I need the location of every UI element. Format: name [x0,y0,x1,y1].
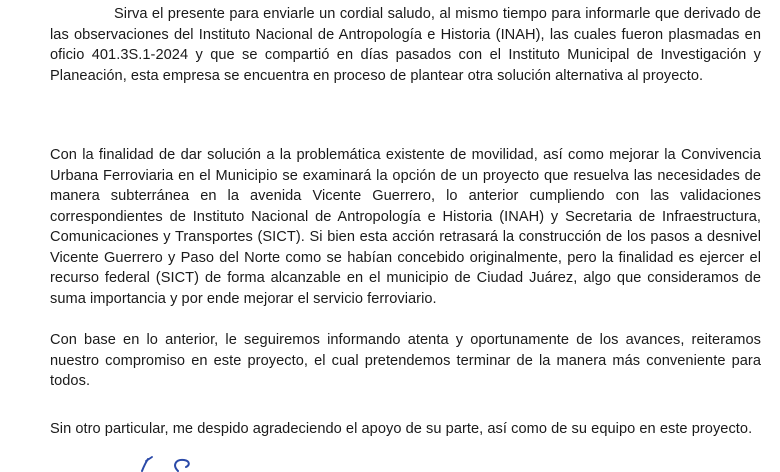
paragraph-mobility-solution: Con la finalidad de dar solución a la problemática existente de movilidad, así como mejorar la Convivencia Urbana Ferroviaria en el Municipio se examinará la opción de un proyecto que resuelva las necesidades de manera subterránea en la avenida Vicente Guerrero, lo anterior cumpliendo con las validaciones correspondientes de Instituto Nacional de Antropología e Historia (INAH) y Secretaria de Infraestructura, Comunicaciones y Transportes (SICT). Si bien esta acción retrasará la construcción de los pasos a desnivel Vicente Guerrero y Paso del Norte como se habían concebido originalmente, pero la finalidad es ejercer el recurso federal (SICT) de forma alcanzable en el municipio de Ciudad Juárez, algo que consideramos de suma importancia y por ende mejorar el servicio ferroviario. [50,147,761,307]
paragraph-commitment: Con base en lo anterior, le seguiremos informando atenta y oportunamente de los avances, reiteramos nuestro compromiso en este proyecto, el cual pretendemos terminar de la manera más conveniente para todos. [50,332,761,389]
paragraph-greeting: Sirva el presente para enviarle un cordial saludo, al mismo tiempo para informarle que derivado de las observaciones del Instituto Nacional de Antropología e Historia (INAH), las cuales fueron plasmadas en oficio 401.3S.1-2024 y que se compartió en días pasados con el Instituto Municipal de Investigación y Planeación, esta empresa se encuentra en proceso de plantear otra solución alternativa al proyecto. [50,6,761,84]
paragraph-closing: Sin otro particular, me despido agradeciendo el apoyo de su parte, así como de su equipo en este proyecto. [50,421,753,437]
